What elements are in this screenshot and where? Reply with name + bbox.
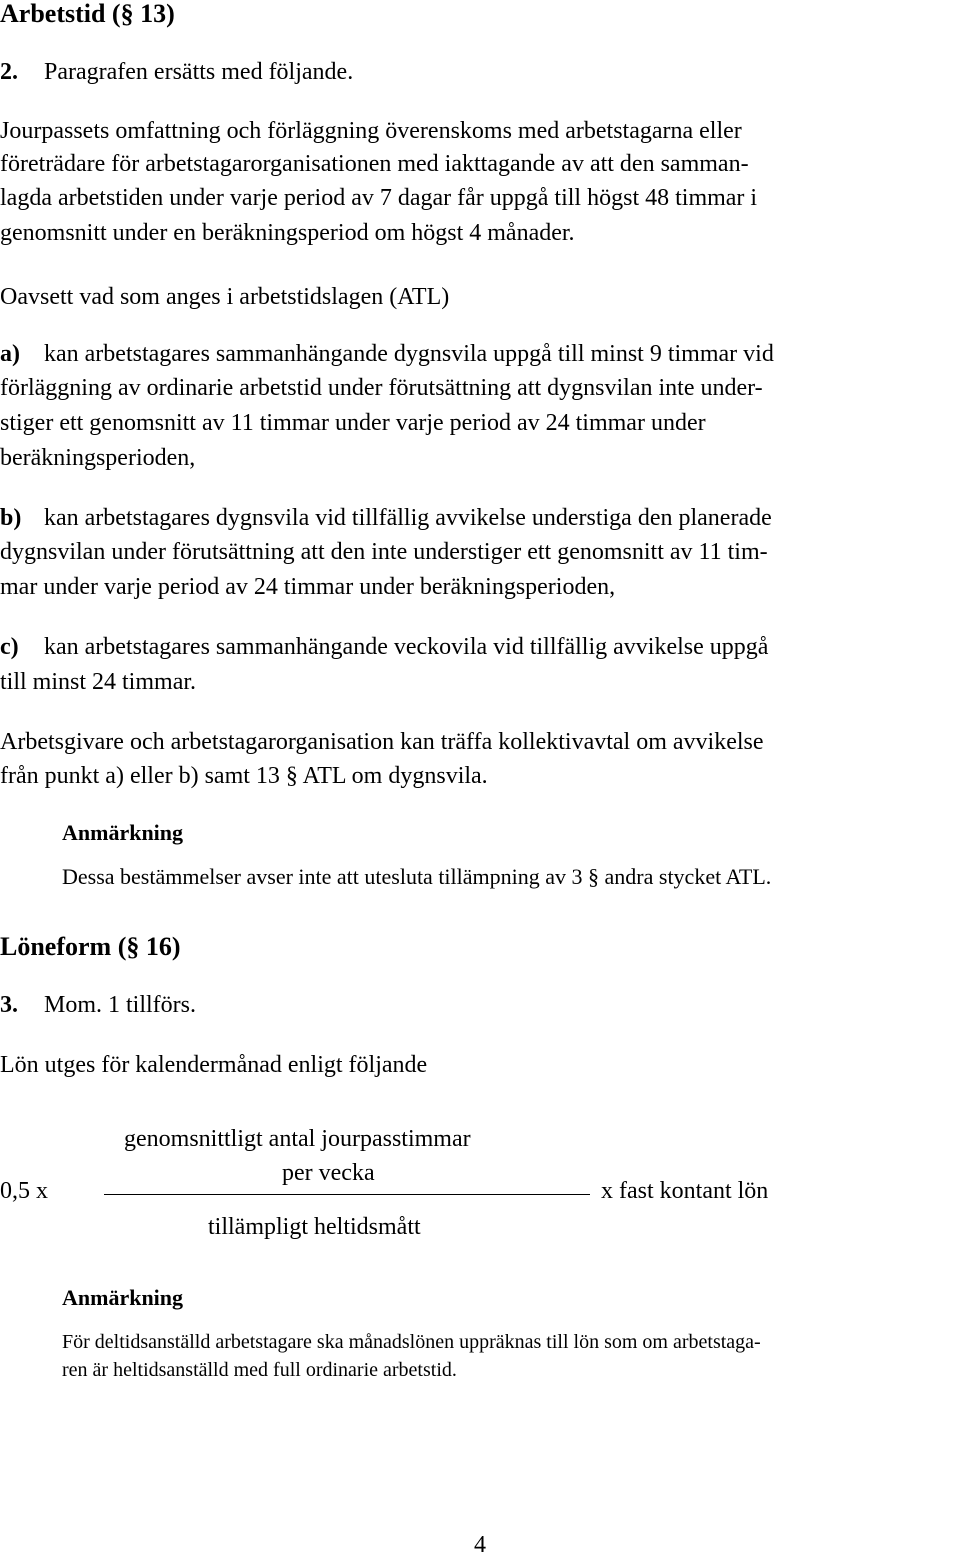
note-text: Dessa bestämmelser avser inte att utesluta tillämpning av 3 § andra stycket ATL. <box>62 864 772 889</box>
note-heading: Anmärkning <box>62 1285 184 1310</box>
formula-numerator-line: genomsnittligt antal jourpasstimmar <box>124 1126 471 1152</box>
agreement-line: från punkt a) eller b) samt 13 § ATL om dygnsvila. <box>0 763 488 789</box>
list-item-b <box>0 503 772 533</box>
item-number: 2. <box>0 59 18 85</box>
paragraph-line: genomsnitt under en beräkningsperiod om högst 4 månader. <box>0 220 575 246</box>
item-2 <box>0 57 353 87</box>
list-label: c) <box>0 634 19 660</box>
paragraph-line: lagda arbetstiden under varje period av 7 dagar får uppgå till högst 48 timmar i <box>0 185 758 211</box>
note-heading: Anmärkning <box>62 820 184 845</box>
formula-denominator: tillämpligt heltidsmått <box>208 1214 421 1240</box>
paragraph-line: företrädare för arbetstagarorganisationen med iakttagande av att den samman- <box>0 151 749 177</box>
formula-numerator-line: per vecka <box>282 1160 375 1186</box>
list-line: stiger ett genomsnitt av 11 timmar under varje period av 24 timmar under <box>0 410 706 436</box>
list-line: dygnsvilan under förutsättning att den inte understiger ett genomsnitt av 11 tim- <box>0 539 768 565</box>
item-text: Mom. 1 tillförs. <box>44 992 197 1018</box>
paragraph-line: Jourpassets omfattning och förläggning överenskoms med arbetstagarna eller <box>0 118 742 144</box>
list-item-c <box>0 632 768 662</box>
intro-text: Oavsett vad som anges i arbetstidslagen (ATL) <box>0 284 450 310</box>
list-line: kan arbetstagares dygnsvila vid tillfällig avvikelse understiga den planerade <box>44 505 772 531</box>
list-line: till minst 24 timmar. <box>0 669 197 695</box>
fraction-bar <box>104 1194 590 1195</box>
formula-suffix: x fast kontant lön <box>601 1178 769 1204</box>
section-heading-arbetstid: Arbetstid (§ 13) <box>0 0 175 28</box>
list-item-a <box>0 339 774 369</box>
section-heading-loneform: Löneform (§ 16) <box>0 932 181 961</box>
list-line: kan arbetstagares sammanhängande dygnsvila uppgå till minst 9 timmar vid <box>44 341 774 367</box>
agreement-line: Arbetsgivare och arbetstagarorganisation kan träffa kollektivavtal om avvikelse <box>0 729 764 755</box>
list-label: a) <box>0 341 20 367</box>
note-line: För deltidsanställd arbetstagare ska månadslönen uppräknas till lön som om arbetstaga- <box>62 1331 761 1353</box>
item-text: Paragrafen ersätts med följande. <box>44 59 354 85</box>
formula-factor: 0,5 x <box>0 1178 48 1204</box>
note-line: ren är heltidsanställd med full ordinarie arbetstid. <box>62 1359 457 1381</box>
list-line: beräkningsperioden, <box>0 445 196 471</box>
item-3 <box>0 990 196 1020</box>
intro-text: Lön utges för kalendermånad enligt följande <box>0 1052 428 1078</box>
list-label: b) <box>0 505 22 531</box>
list-line: mar under varje period av 24 timmar under beräkningsperioden, <box>0 574 616 600</box>
item-number: 3. <box>0 992 18 1018</box>
list-line: kan arbetstagares sammanhängande veckovila vid tillfällig avvikelse uppgå <box>44 634 769 660</box>
list-line: förläggning av ordinarie arbetstid under förutsättning att dygnsvilan inte under- <box>0 375 763 401</box>
page-number: 4 <box>474 1532 486 1558</box>
